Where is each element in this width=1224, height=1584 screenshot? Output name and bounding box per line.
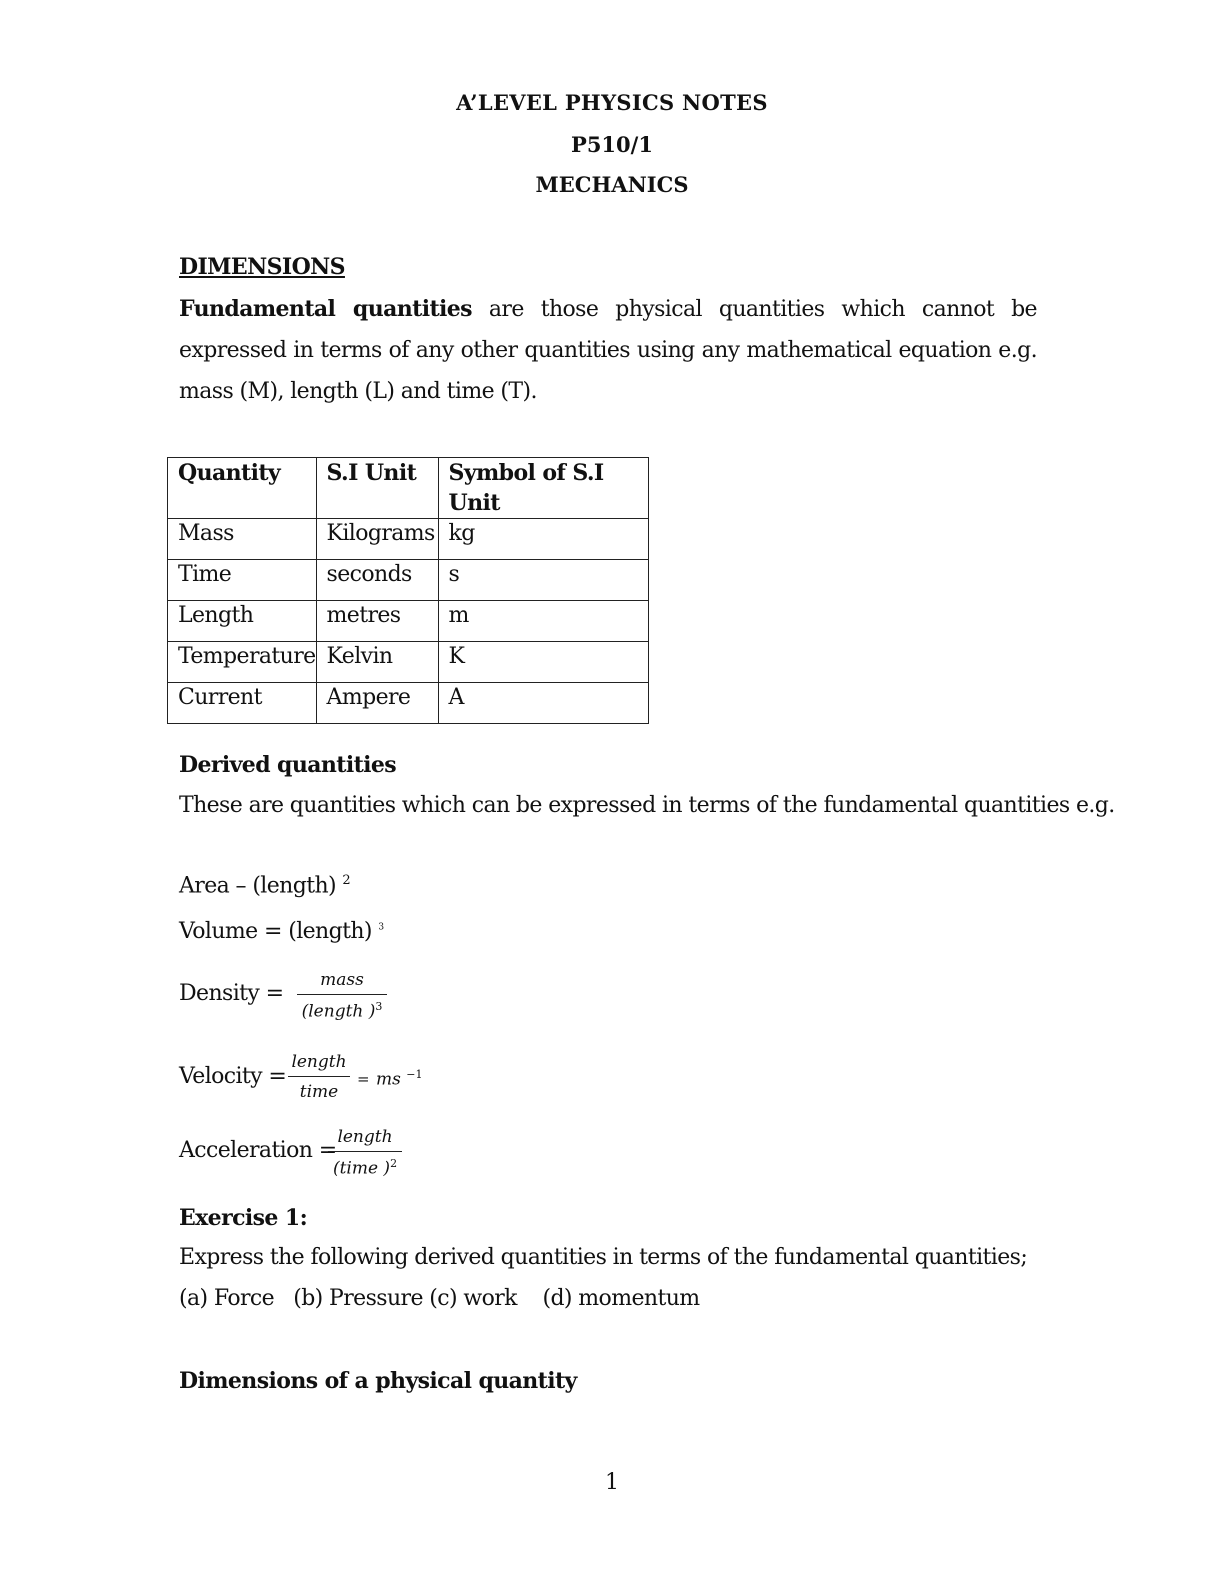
table-cell: m: [438, 601, 648, 642]
volume-text: Volume = (length): [179, 919, 372, 944]
exercise-instruction: Express the following derived quantities in terms of the fundamental quantities;: [179, 1245, 1028, 1270]
fraction-bar: [297, 994, 387, 995]
column-header-symbol: Symbol of S.I Unit: [438, 458, 648, 519]
table-row: [168, 642, 649, 683]
column-header-si-unit: S.I Unit: [316, 458, 438, 519]
table-cell: metres: [316, 601, 438, 642]
fraction-bar: [288, 1076, 350, 1077]
velocity-fraction: [288, 1052, 350, 1102]
column-header-quantity: Quantity: [168, 458, 317, 519]
table-row: [168, 683, 649, 724]
exercise-items: (a) Force (b) Pressure (c) work (d) momentum: [179, 1286, 700, 1311]
paper-code: P510/1: [571, 132, 653, 157]
table-cell: Mass: [168, 519, 317, 560]
derived-quantities-intro: These are quantities which can be expressed in terms of the fundamental quantities e.g.: [179, 793, 1115, 818]
area-formula: [179, 873, 350, 898]
density-fraction: [297, 970, 387, 1022]
dimensions-of-quantity-heading: Dimensions of a physical quantity: [179, 1368, 577, 1394]
velocity-unit-exponent: −1: [406, 1068, 423, 1081]
table-cell: Kelvin: [316, 642, 438, 683]
velocity-denominator: time: [299, 1082, 339, 1102]
velocity-unit-text: ms: [376, 1069, 401, 1090]
table-row: [168, 560, 649, 601]
fundamental-quantities-definition: are those physical quantities which cannot be expressed in terms of any other quantities using any mathematical equation e.g. mass (M), length (L) and time (T).: [179, 297, 1037, 404]
area-text: Area – (length): [179, 873, 337, 899]
density-exponent: 3: [375, 1000, 383, 1013]
table-row: [168, 601, 649, 642]
table-cell: Current: [168, 683, 317, 724]
derived-quantities-heading: Derived quantities: [179, 752, 397, 778]
acceleration-exponent: 2: [390, 1157, 398, 1170]
volume-formula: [179, 919, 383, 944]
table-cell: Time: [168, 560, 317, 601]
fundamental-quantities-paragraph: [179, 289, 1037, 412]
page-number: 1: [605, 1470, 619, 1495]
table-cell: s: [438, 560, 648, 601]
volume-exponent: 3: [378, 922, 384, 933]
table-header-row: [168, 458, 649, 519]
table-cell: kg: [438, 519, 648, 560]
acceleration-denominator: (time ): [332, 1158, 391, 1179]
acceleration-fraction: [328, 1127, 402, 1179]
density-denominator: (length ): [301, 1001, 376, 1022]
exercise-heading: Exercise 1:: [179, 1205, 308, 1231]
acceleration-label: Acceleration =: [179, 1138, 337, 1163]
fundamental-quantities-term: Fundamental quantities: [179, 296, 472, 322]
table-cell: seconds: [316, 560, 438, 601]
table-cell: Kilograms: [316, 519, 438, 560]
table-cell: Ampere: [316, 683, 438, 724]
notes-title: A’LEVEL PHYSICS NOTES: [456, 90, 768, 115]
velocity-label: Velocity =: [179, 1064, 287, 1089]
density-label: Density =: [179, 981, 284, 1006]
table-row: [168, 519, 649, 560]
dimensions-heading: DIMENSIONS: [179, 254, 345, 280]
table-cell: Temperature: [168, 642, 317, 683]
table-cell: K: [438, 642, 648, 683]
si-units-table: [167, 457, 649, 724]
velocity-numerator: length: [291, 1052, 347, 1072]
velocity-unit: [376, 1068, 422, 1090]
velocity-equals: =: [357, 1070, 370, 1088]
density-numerator: mass: [320, 970, 364, 990]
topic-title: MECHANICS: [535, 172, 689, 197]
table-cell: A: [438, 683, 648, 724]
acceleration-numerator: length: [337, 1127, 393, 1147]
fraction-bar: [328, 1151, 402, 1152]
table-cell: Length: [168, 601, 317, 642]
area-exponent: 2: [342, 873, 351, 888]
